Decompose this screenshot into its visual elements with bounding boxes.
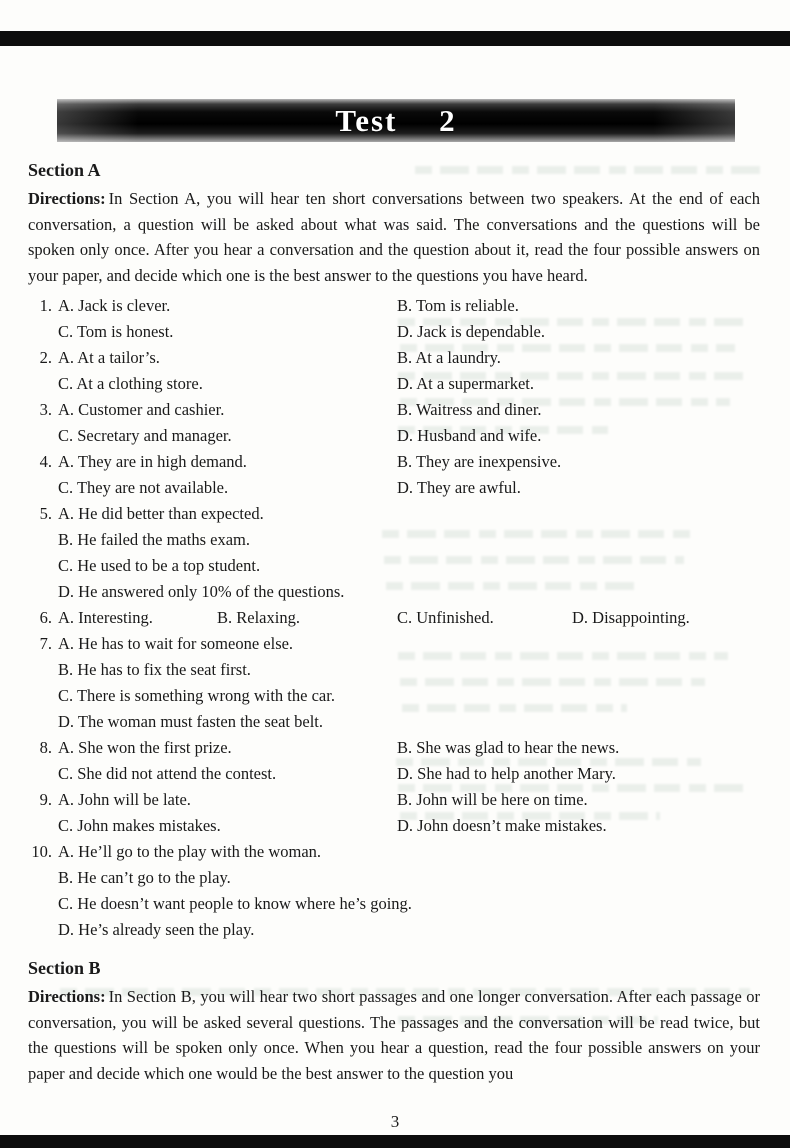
question-number: [28, 657, 52, 683]
question-row: [28, 709, 760, 735]
answer-option: D. She had to help another Mary.: [397, 764, 616, 783]
question-number: 3.: [39, 400, 52, 419]
question-row: [28, 891, 760, 917]
answer-option: C. He used to be a top student.: [58, 556, 261, 575]
section-b-directions-label: Directions:: [28, 987, 106, 1006]
question-row: [28, 397, 760, 423]
question-row: [28, 865, 760, 891]
section-b-heading: Section B: [28, 958, 101, 978]
answer-option: B. Relaxing.: [217, 608, 300, 627]
question-number: [28, 683, 52, 709]
question-number: [28, 553, 52, 579]
question-number: [28, 579, 52, 605]
test-title-banner: [57, 99, 735, 142]
answer-option: D. They are awful.: [397, 478, 521, 497]
question-number: [28, 709, 52, 735]
answer-option: A. Customer and cashier.: [58, 400, 225, 419]
question-row: [28, 631, 760, 657]
question-row: [28, 683, 760, 709]
question-number: 1.: [39, 296, 52, 315]
question-row: [28, 735, 760, 761]
answer-option: D. He’s already seen the play.: [58, 920, 255, 939]
answer-option: D. The woman must fasten the seat belt.: [58, 712, 324, 731]
question-row: [28, 917, 760, 943]
question-number: 8.: [39, 738, 52, 757]
answer-option: B. John will be here on time.: [397, 790, 588, 809]
question-number: [28, 865, 52, 891]
answer-option: C. At a clothing store.: [58, 374, 203, 393]
answer-option: A. Interesting.: [58, 608, 153, 627]
answer-option: B. Waitress and diner.: [397, 400, 542, 419]
answer-option: C. Secretary and manager.: [58, 426, 232, 445]
answer-option: C. John makes mistakes.: [58, 816, 221, 835]
question-row: [28, 579, 760, 605]
question-number: 5.: [39, 504, 52, 523]
question-number: 4.: [39, 452, 52, 471]
question-number: 10.: [31, 842, 52, 861]
answer-option: D. Jack is dependable.: [397, 322, 545, 341]
question-row: [28, 657, 760, 683]
question-row: [28, 423, 760, 449]
answer-option: B. She was glad to hear the news.: [397, 738, 620, 757]
question-row: [28, 449, 760, 475]
question-number: 6.: [39, 608, 52, 627]
answer-option: D. Husband and wife.: [397, 426, 542, 445]
answer-option: D. John doesn’t make mistakes.: [397, 816, 607, 835]
answer-option: B. He has to fix the seat first.: [58, 660, 251, 679]
section-b-directions: [28, 984, 760, 1086]
question-number: [28, 423, 52, 449]
answer-option: A. He’ll go to the play with the woman.: [58, 842, 322, 861]
answer-option: C. There is something wrong with the car.: [58, 686, 335, 705]
questions-list: [28, 293, 760, 943]
question-row: [28, 345, 760, 371]
answer-option: B. At a laundry.: [397, 348, 501, 367]
question-row: [28, 553, 760, 579]
question-row: [28, 605, 760, 631]
answer-option: B. They are inexpensive.: [397, 452, 562, 471]
answer-option: B. He failed the maths exam.: [58, 530, 250, 549]
answer-option: B. He can’t go to the play.: [58, 868, 231, 887]
question-number: [28, 371, 52, 397]
answer-option: A. They are in high demand.: [58, 452, 247, 471]
question-number: [28, 319, 52, 345]
question-row: [28, 527, 760, 553]
section-a-heading: Section A: [28, 160, 101, 180]
question-number: [28, 527, 52, 553]
question-row: [28, 501, 760, 527]
question-number: [28, 891, 52, 917]
question-number: 2.: [39, 348, 52, 367]
answer-option: A. She won the first prize.: [58, 738, 232, 757]
answer-option: C. He doesn’t want people to know where he’s going.: [58, 894, 412, 913]
answer-option: D. Disappointing.: [572, 608, 690, 627]
section-a-directions-label: Directions:: [28, 189, 106, 208]
question-number: 7.: [39, 634, 52, 653]
question-row: [28, 371, 760, 397]
answer-option: C. They are not available.: [58, 478, 229, 497]
section-a-directions-text: In Section A, you will hear ten short conversations between two speakers. At the end of each conversation, a question will be asked about what was said. The conversations and the questions will be spoken only once. After you hear a conversation and the question about it, read the four possible answers on your paper, and decide which one is the best answer to the questions you have heard.: [28, 189, 760, 285]
top-scan-bar: [0, 31, 790, 46]
answer-option: C. Unfinished.: [397, 608, 494, 627]
question-row: [28, 319, 760, 345]
question-number: [28, 475, 52, 501]
question-number: [28, 761, 52, 787]
section-b-directions-text: In Section B, you will hear two short passages and one longer conversation. After each passage or conversation, you will be asked several questions. The passages and the conversation will be read twice, but the questions will be spoken only once. When you hear a question, read the four possible answers on your paper and decide which one would be the best answer to the question you: [28, 987, 760, 1083]
test-title: Test 2: [335, 102, 457, 138]
bottom-scan-bar: [0, 1135, 790, 1148]
question-number: [28, 813, 52, 839]
question-number: 9.: [39, 790, 52, 809]
question-row: [28, 475, 760, 501]
question-row: [28, 761, 760, 787]
answer-option: B. Tom is reliable.: [397, 296, 519, 315]
answer-option: D. At a supermarket.: [397, 374, 535, 393]
question-row: [28, 813, 760, 839]
question-row: [28, 293, 760, 319]
page-content: [28, 160, 760, 1091]
answer-option: A. John will be late.: [58, 790, 191, 809]
answer-option: C. Tom is honest.: [58, 322, 174, 341]
answer-option: A. Jack is clever.: [58, 296, 171, 315]
answer-option: D. He answered only 10% of the questions.: [58, 582, 345, 601]
question-row: [28, 839, 760, 865]
answer-option: C. She did not attend the contest.: [58, 764, 277, 783]
answer-option: A. He has to wait for someone else.: [58, 634, 294, 653]
question-row: [28, 787, 760, 813]
question-number: [28, 917, 52, 943]
section-a-directions: [28, 186, 760, 288]
answer-option: A. At a tailor’s.: [58, 348, 160, 367]
answer-option: A. He did better than expected.: [58, 504, 264, 523]
page-number: 3: [390, 1112, 400, 1131]
